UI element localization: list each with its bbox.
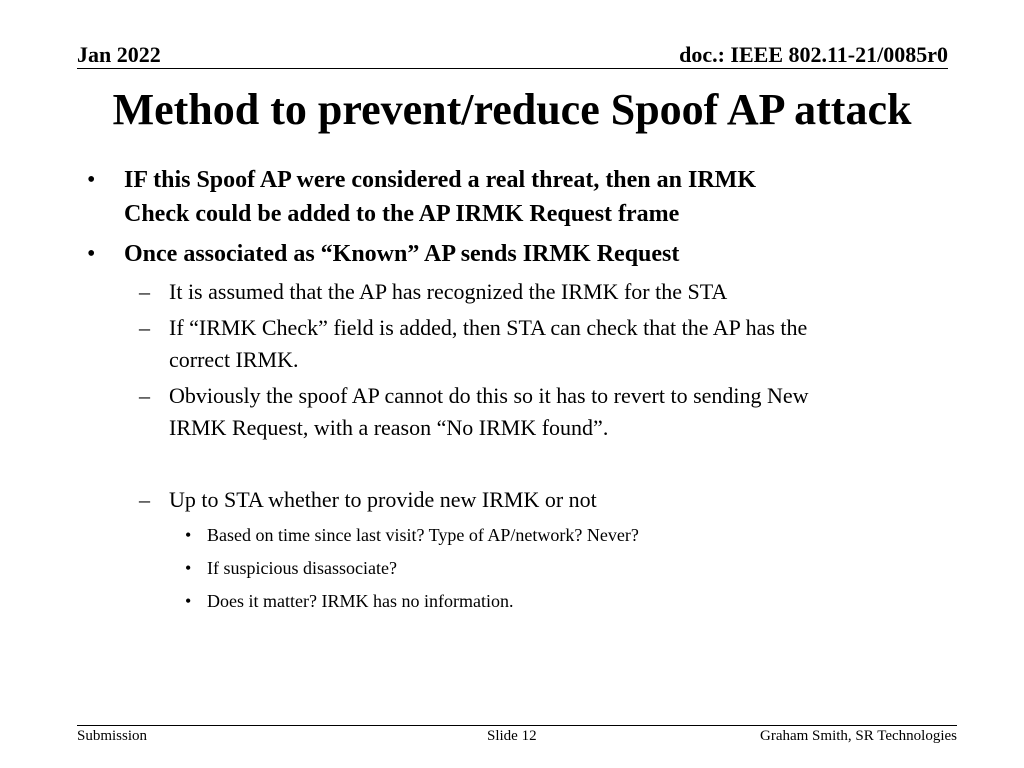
sub-bullet-3: [139, 380, 949, 444]
sub-bullet-3-line-1: Obviously the spoof AP cannot do this so it has to revert to sending New: [169, 383, 809, 408]
bullet-mark: •: [87, 167, 96, 193]
sub-sub-bullet-2-text: If suspicious disassociate?: [207, 558, 397, 578]
bullet-mark: •: [185, 591, 192, 611]
dash-mark: –: [139, 315, 150, 340]
sub-bullet-3-line-2: IRMK Request, with a reason “No IRMK found”.: [169, 415, 609, 440]
sub-bullet-2-line-2: correct IRMK.: [169, 347, 299, 372]
header-doc-id: doc.: IEEE 802.11-21/0085r0: [679, 42, 948, 67]
bullet-mark: •: [87, 241, 96, 267]
sub-bullet-4-line-1: Up to STA whether to provide new IRMK or not: [169, 487, 597, 512]
bullet-mark: •: [185, 558, 192, 578]
dash-mark: –: [139, 487, 150, 512]
sub-bullet-2: [139, 312, 949, 376]
sub-sub-bullet-2: [185, 556, 907, 580]
sub-sub-bullet-3: [185, 589, 907, 613]
bullet-1-line-2: Check could be added to the AP IRMK Request frame: [124, 201, 680, 227]
header-date: Jan 2022: [77, 42, 161, 67]
sub-sub-bullet-1-text: Based on time since last visit? Type of AP/network? Never?: [207, 525, 639, 545]
sub-bullet-2-line-1: If “IRMK Check” field is added, then STA can check that the AP has the: [169, 315, 808, 340]
footer-submission: Submission: [77, 728, 148, 744]
footer-slide-number: Slide 12: [487, 728, 537, 744]
dash-mark: –: [139, 279, 150, 304]
sub-bullet-1: [139, 276, 949, 308]
bullet-1: [87, 163, 924, 231]
sub-sub-bullet-3-text: Does it matter? IRMK has no information.: [207, 591, 514, 611]
footer-divider: [77, 725, 957, 726]
bullet-mark: •: [185, 525, 192, 545]
sub-bullet-4: [139, 484, 949, 516]
bullet-2-line-1: Once associated as “Known” AP sends IRMK Request: [124, 241, 680, 267]
slide-title: Method to prevent/reduce Spoof AP attack: [112, 85, 912, 134]
header-divider: [77, 68, 948, 69]
bullet-1-line-1: IF this Spoof AP were considered a real threat, then an IRMK: [124, 167, 756, 193]
footer-author: Graham Smith, SR Technologies: [760, 728, 957, 744]
bullet-2: [87, 237, 924, 271]
dash-mark: –: [139, 383, 150, 408]
sub-sub-bullet-1: [185, 523, 907, 547]
sub-bullet-1-line-1: It is assumed that the AP has recognized the IRMK for the STA: [169, 279, 728, 304]
